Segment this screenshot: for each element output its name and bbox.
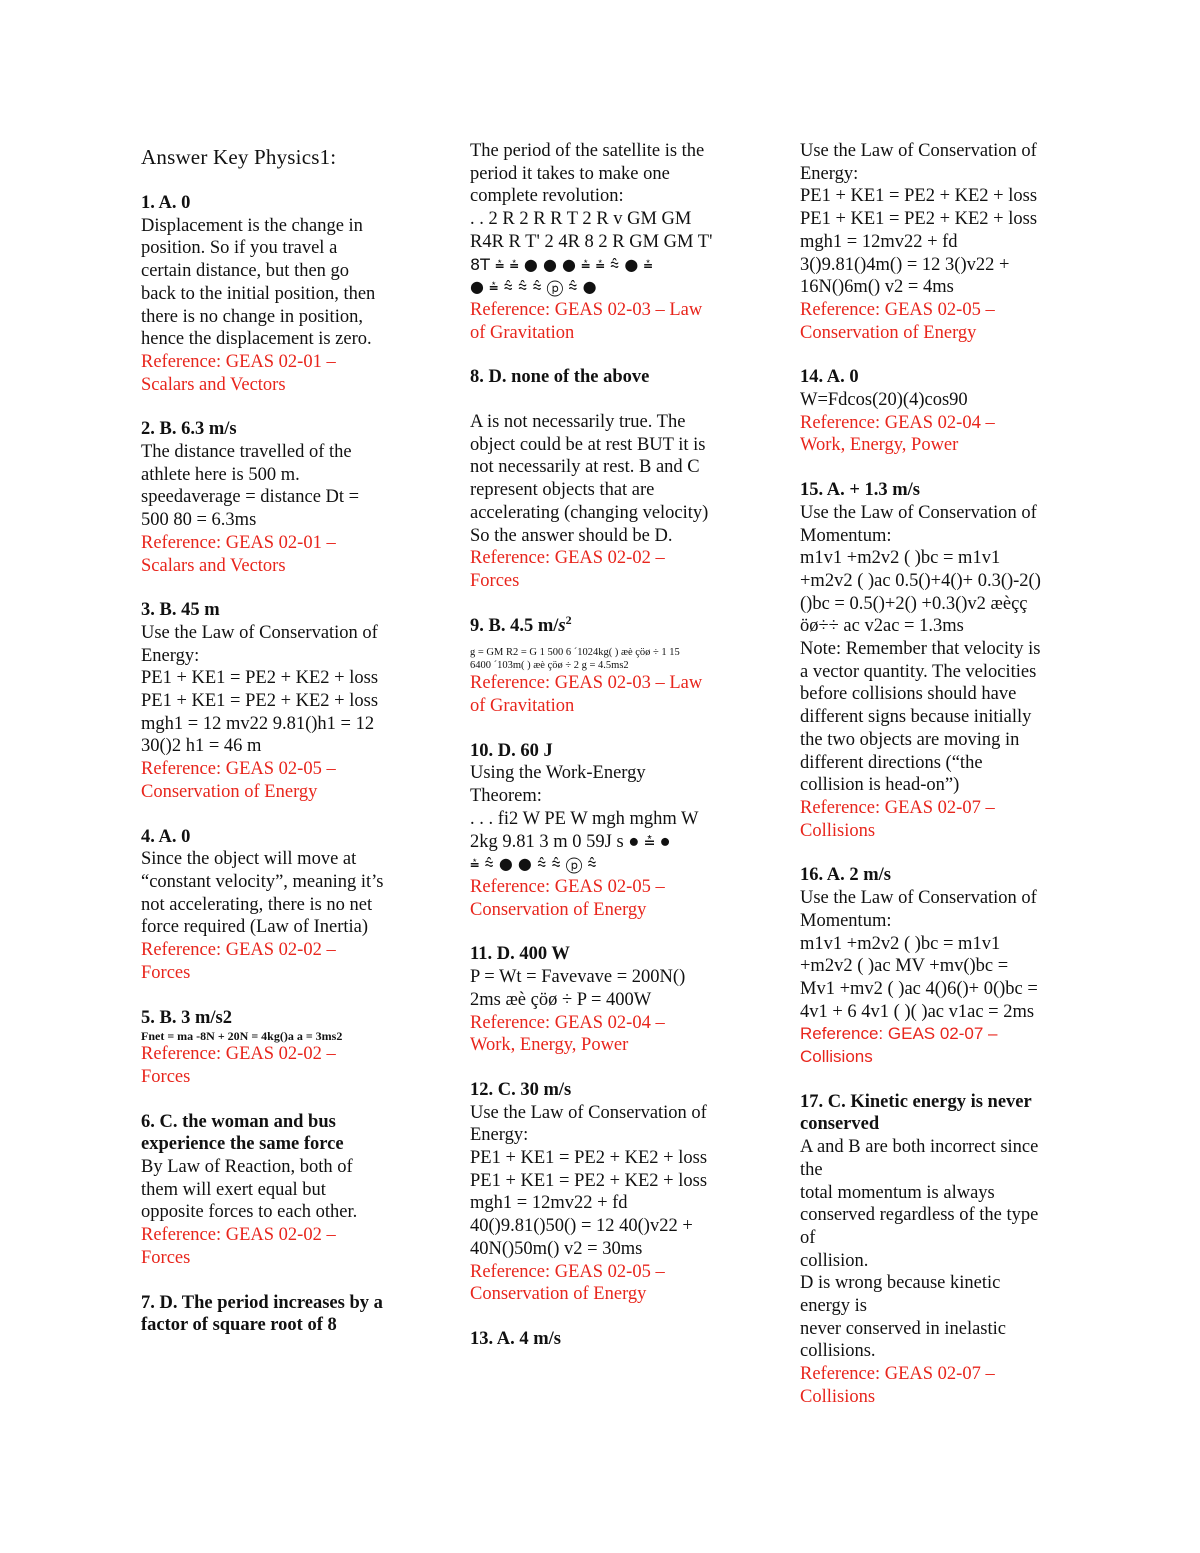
reference: Reference: GEAS 02-01 – [141, 532, 336, 553]
unit: s [558, 615, 566, 636]
answer-17 [800, 1091, 1082, 1409]
text-line: +m2v2 ( )ac MV +mv()bc = [800, 956, 1009, 977]
answer-12 [470, 1079, 752, 1306]
text-line: m1v1 +m2v2 ( )bc = m1v1 [800, 548, 1001, 569]
text-line: certain distance, but then go [141, 261, 350, 282]
text-line: object could be at rest BUT it is [470, 434, 706, 455]
reference: Collisions [800, 1386, 876, 1407]
text-line: Mv1 +mv2 ( )ac 4()6()+ 0()bc = [800, 978, 1038, 999]
reference: Conservation of Energy [800, 322, 977, 343]
text-line: 16N()6m() v2 = 4ms [800, 277, 954, 298]
answer-heading: 15. A. + 1.3 m/s [800, 480, 921, 501]
reference: Reference: GEAS 02-02 – [141, 940, 336, 961]
reference: Reference: GEAS 02-05 – [470, 1261, 665, 1282]
text-line: By Law of Reaction, both of [141, 1157, 353, 1178]
answer-13-body [800, 140, 1082, 344]
reference: Conservation of Energy [470, 1284, 647, 1305]
answer-heading: conserved [800, 1114, 880, 1135]
text-line: The period of the satellite is the [470, 141, 705, 161]
text-line: PE1 + KE1 = PE2 + KE2 + loss [800, 209, 1038, 230]
text-line: P = Wt = Favevave = 200N() [470, 967, 686, 988]
reference: Reference: GEAS 02-07 – [800, 1364, 995, 1385]
answer-heading: 8. D. none of the above [470, 367, 650, 388]
reference: Conservation of Energy [141, 781, 318, 802]
text-line: force required (Law of Inertia) [141, 917, 369, 938]
text-line: different directions (“the [800, 752, 983, 773]
text-line: . . . fi2 W PE W mgh mghm W [470, 808, 699, 829]
text-line: Using the Work-Energy [470, 763, 646, 784]
reference: Reference: GEAS 02-07 – [800, 797, 995, 818]
page-title: Answer Key Physics1: [141, 145, 337, 169]
text-line: The distance travelled of the [141, 442, 352, 463]
answer-4 [141, 826, 423, 985]
text-line: not necessarily at rest. B and C [470, 457, 700, 478]
text-line: . . 2 R 2 R R T 2 R v GM GM [470, 209, 692, 230]
text-line: period it takes to make one [470, 163, 670, 184]
text-line: Energy: [141, 645, 200, 666]
answer-heading: 16. A. 2 m/s [800, 865, 891, 886]
answer-heading: 10. D. 60 J [470, 740, 553, 761]
text-line: collisions. [800, 1341, 876, 1362]
answer-2 [141, 418, 423, 577]
text-line: them will exert equal but [141, 1179, 326, 1200]
answer-heading [470, 612, 752, 638]
text-line: PE1 + KE1 = PE2 + KE2 + loss [800, 186, 1038, 207]
text-line: mgh1 = 12mv22 + fd [470, 1193, 628, 1214]
text-line: Energy: [800, 163, 859, 184]
text-line: position. So if you travel a [141, 238, 338, 259]
text-line: m1v1 +m2v2 ( )bc = m1v1 [800, 933, 1001, 954]
text-line: the [800, 1159, 823, 1180]
symbol-line: ● ⩮ ⩯ ⩯ ⩯ ⓟ ⩯ ● [470, 277, 597, 297]
text-line: 500 80 = 6.3ms [141, 510, 257, 531]
answer-heading: factor of square root of 8 [141, 1315, 337, 1336]
reference: Reference: GEAS 02-02 – [470, 548, 665, 569]
answer-8 [470, 366, 752, 592]
answer-heading-text: 9. B. 4.5 m/ [470, 615, 559, 636]
reference: Reference: GEAS 02-05 – [800, 299, 995, 320]
text-line: 2kg 9.81 3 m 0 59J s ● ⩮ ● [470, 831, 671, 852]
text-line: 4v1 + 6 4v1 ( )( )ac v1ac = 2ms [800, 1001, 1035, 1022]
formula: Fnet = ma -8N + 20N = 4kg()a a = 3ms2 [141, 1029, 343, 1044]
answer-15 [800, 479, 1082, 842]
answer-3 [141, 599, 423, 803]
text-line: energy is [800, 1296, 867, 1317]
text-line: of [800, 1227, 816, 1248]
reference: Collisions [800, 820, 876, 841]
text-line: 3()9.81()4m() = 12 3()v22 + [800, 254, 1010, 275]
column-1 [141, 140, 423, 1359]
reference: Reference: GEAS 02-01 – [141, 351, 336, 372]
reference: Reference: GEAS 02-03 – Law [470, 299, 703, 320]
text-line: Since the object will move at [141, 849, 357, 870]
text-line: accelerating (changing velocity) [470, 502, 709, 523]
reference: Collisions [800, 1047, 873, 1067]
answer-heading: experience the same force [141, 1134, 344, 1155]
answer-heading: 3. B. 45 m [141, 600, 220, 621]
text-line: the two objects are moving in [800, 729, 1020, 750]
answer-heading: 12. C. 30 m/s [470, 1079, 572, 1100]
reference: Reference: GEAS 02-03 – Law [470, 673, 703, 694]
answer-16 [800, 864, 1082, 1068]
text-line: W=Fdcos(20)(4)cos90 [800, 390, 968, 411]
reference: Reference: GEAS 02-04 – [470, 1012, 665, 1033]
formula: g = GM R2 = G 1 500 6 ´1024kg( ) æè çöø ÷ 1 15 [470, 647, 680, 659]
text-line: collision. [800, 1250, 869, 1271]
answer-heading: 17. C. Kinetic energy is never [800, 1091, 1032, 1112]
text-line: conserved regardless of the type [800, 1205, 1039, 1226]
reference: Reference: GEAS 02-02 – [141, 1044, 336, 1065]
text-line: A is not necessarily true. The [470, 412, 686, 433]
answer-9 [470, 612, 752, 718]
text-line: 2ms æè çöø ÷ P = 400W [470, 989, 652, 1010]
text-line: PE1 + KE1 = PE2 + KE2 + loss [470, 1148, 708, 1169]
text-line: D is wrong because kinetic [800, 1273, 1001, 1294]
text-line: Energy: [470, 1125, 529, 1146]
text-line: +m2v2 ( )ac 0.5()+4()+ 0.3()-2() [800, 570, 1041, 591]
text-line: Momentum: [800, 525, 892, 546]
answer-11 [470, 943, 752, 1057]
text-line: Use the Law of Conservation of [800, 141, 1037, 161]
text-line: ()bc = 0.5()+2() +0.3()v2 æèçç [800, 593, 1028, 614]
text-line: complete revolution: [470, 186, 624, 207]
answer-heading: 13. A. 4 m/s [470, 1328, 561, 1349]
text-line: mgh1 = 12 mv22 9.81()h1 = 12 [141, 713, 375, 734]
answer-heading: 4. A. 0 [141, 826, 191, 847]
text-line: öø÷÷ ac v2ac = 1.3ms [800, 616, 964, 637]
text-line: opposite forces to each other. [141, 1202, 358, 1223]
answer-7-body [470, 140, 752, 344]
reference: of Gravitation [470, 696, 575, 717]
answer-heading: 7. D. The period increases by a [141, 1292, 383, 1313]
reference: Reference: GEAS 02-05 – [141, 759, 336, 780]
text-line: there is no change in position, [141, 306, 363, 327]
answer-heading: 2. B. 6.3 m/s [141, 419, 237, 440]
reference: Reference: GEAS 02-04 – [800, 412, 995, 433]
exponent: 2 [565, 612, 572, 627]
column-2 [470, 140, 752, 1373]
formula: 6400 ´103m( ) æè çöø ÷ 2 g = 4.5ms2 [470, 659, 629, 671]
text-line: athlete here is 500 m. [141, 464, 300, 485]
text-line: Theorem: [470, 786, 542, 807]
reference: Forces [141, 1066, 191, 1087]
reference: Work, Energy, Power [470, 1035, 629, 1056]
text-line: represent objects that are [470, 480, 655, 501]
symbol-line: ⩮ ⩯ ● ● ⩯ ⩯ ⓟ ⩯ [470, 854, 597, 874]
reference: Reference: GEAS 02-02 – [141, 1225, 336, 1246]
reference: Scalars and Vectors [141, 374, 286, 395]
text-line: Use the Law of Conservation of [141, 622, 378, 643]
reference: Scalars and Vectors [141, 555, 286, 576]
text-line: So the answer should be D. [470, 525, 673, 546]
answer-6 [141, 1111, 423, 1270]
text-line: total momentum is always [800, 1182, 995, 1203]
reference: Conservation of Energy [470, 899, 647, 920]
reference: Forces [141, 1247, 191, 1268]
answer-5 [141, 1007, 423, 1089]
reference: Work, Energy, Power [800, 435, 959, 456]
text-line: A and B are both incorrect since [800, 1137, 1039, 1158]
text-line: 40()9.81()50() = 12 40()v22 + [470, 1216, 693, 1237]
text-line: PE1 + KE1 = PE2 + KE2 + loss [470, 1170, 708, 1191]
answer-heading: 6. C. the woman and bus [141, 1111, 336, 1132]
text-line: collision is head-on”) [800, 775, 960, 796]
text-line: Displacement is the change in [141, 215, 363, 236]
text-line: before collisions should have [800, 684, 1017, 705]
reference: of Gravitation [470, 322, 575, 343]
symbol-line: 8T ⩮ ⩮ ● ● ● ⩮ ⩮ ⩯ ● ⩮ [470, 254, 653, 274]
text-line: back to the initial position, then [141, 283, 376, 304]
answer-heading: 14. A. 0 [800, 367, 859, 388]
text-line: Momentum: [800, 910, 892, 931]
text-line: Use the Law of Conservation of [800, 502, 1037, 523]
text-line: speedaverage = distance Dt = [141, 487, 360, 508]
answer-heading: 5. B. 3 m/s2 [141, 1007, 232, 1028]
text-line: Use the Law of Conservation of [800, 888, 1037, 909]
reference: Forces [141, 962, 191, 983]
answer-1 [141, 192, 423, 396]
text-line: mgh1 = 12mv22 + fd [800, 231, 958, 252]
answer-13-heading [470, 1328, 752, 1351]
text-line: 30()2 h1 = 46 m [141, 736, 262, 757]
text-line: different signs because initially [800, 707, 1032, 728]
text-line: R4R R T' 2 4R 8 2 R GM GM T' [470, 231, 713, 252]
reference: Reference: GEAS 02-07 – [800, 1024, 998, 1044]
answer-14 [800, 366, 1082, 457]
text-line: Use the Law of Conservation of [470, 1102, 707, 1123]
reference: Forces [470, 570, 520, 591]
answer-10 [470, 740, 752, 922]
column-3 [800, 140, 1082, 1431]
text-line: hence the displacement is zero. [141, 329, 372, 350]
answer-7-heading [141, 1292, 423, 1337]
text-line: Note: Remember that velocity is [800, 639, 1041, 660]
reference: Reference: GEAS 02-05 – [470, 876, 665, 897]
text-line: not accelerating, there is no net [141, 894, 373, 915]
text-line: 40N()50m() v2 = 30ms [470, 1238, 643, 1259]
text-line: PE1 + KE1 = PE2 + KE2 + loss [141, 668, 379, 689]
text-line: “constant velocity”, meaning it’s [141, 871, 384, 892]
text-line: never conserved in inelastic [800, 1318, 1006, 1339]
answer-heading: 11. D. 400 W [470, 944, 570, 965]
text-line: PE1 + KE1 = PE2 + KE2 + loss [141, 691, 379, 712]
text-line: a vector quantity. The velocities [800, 661, 1037, 682]
answer-heading: 1. A. 0 [141, 193, 191, 213]
